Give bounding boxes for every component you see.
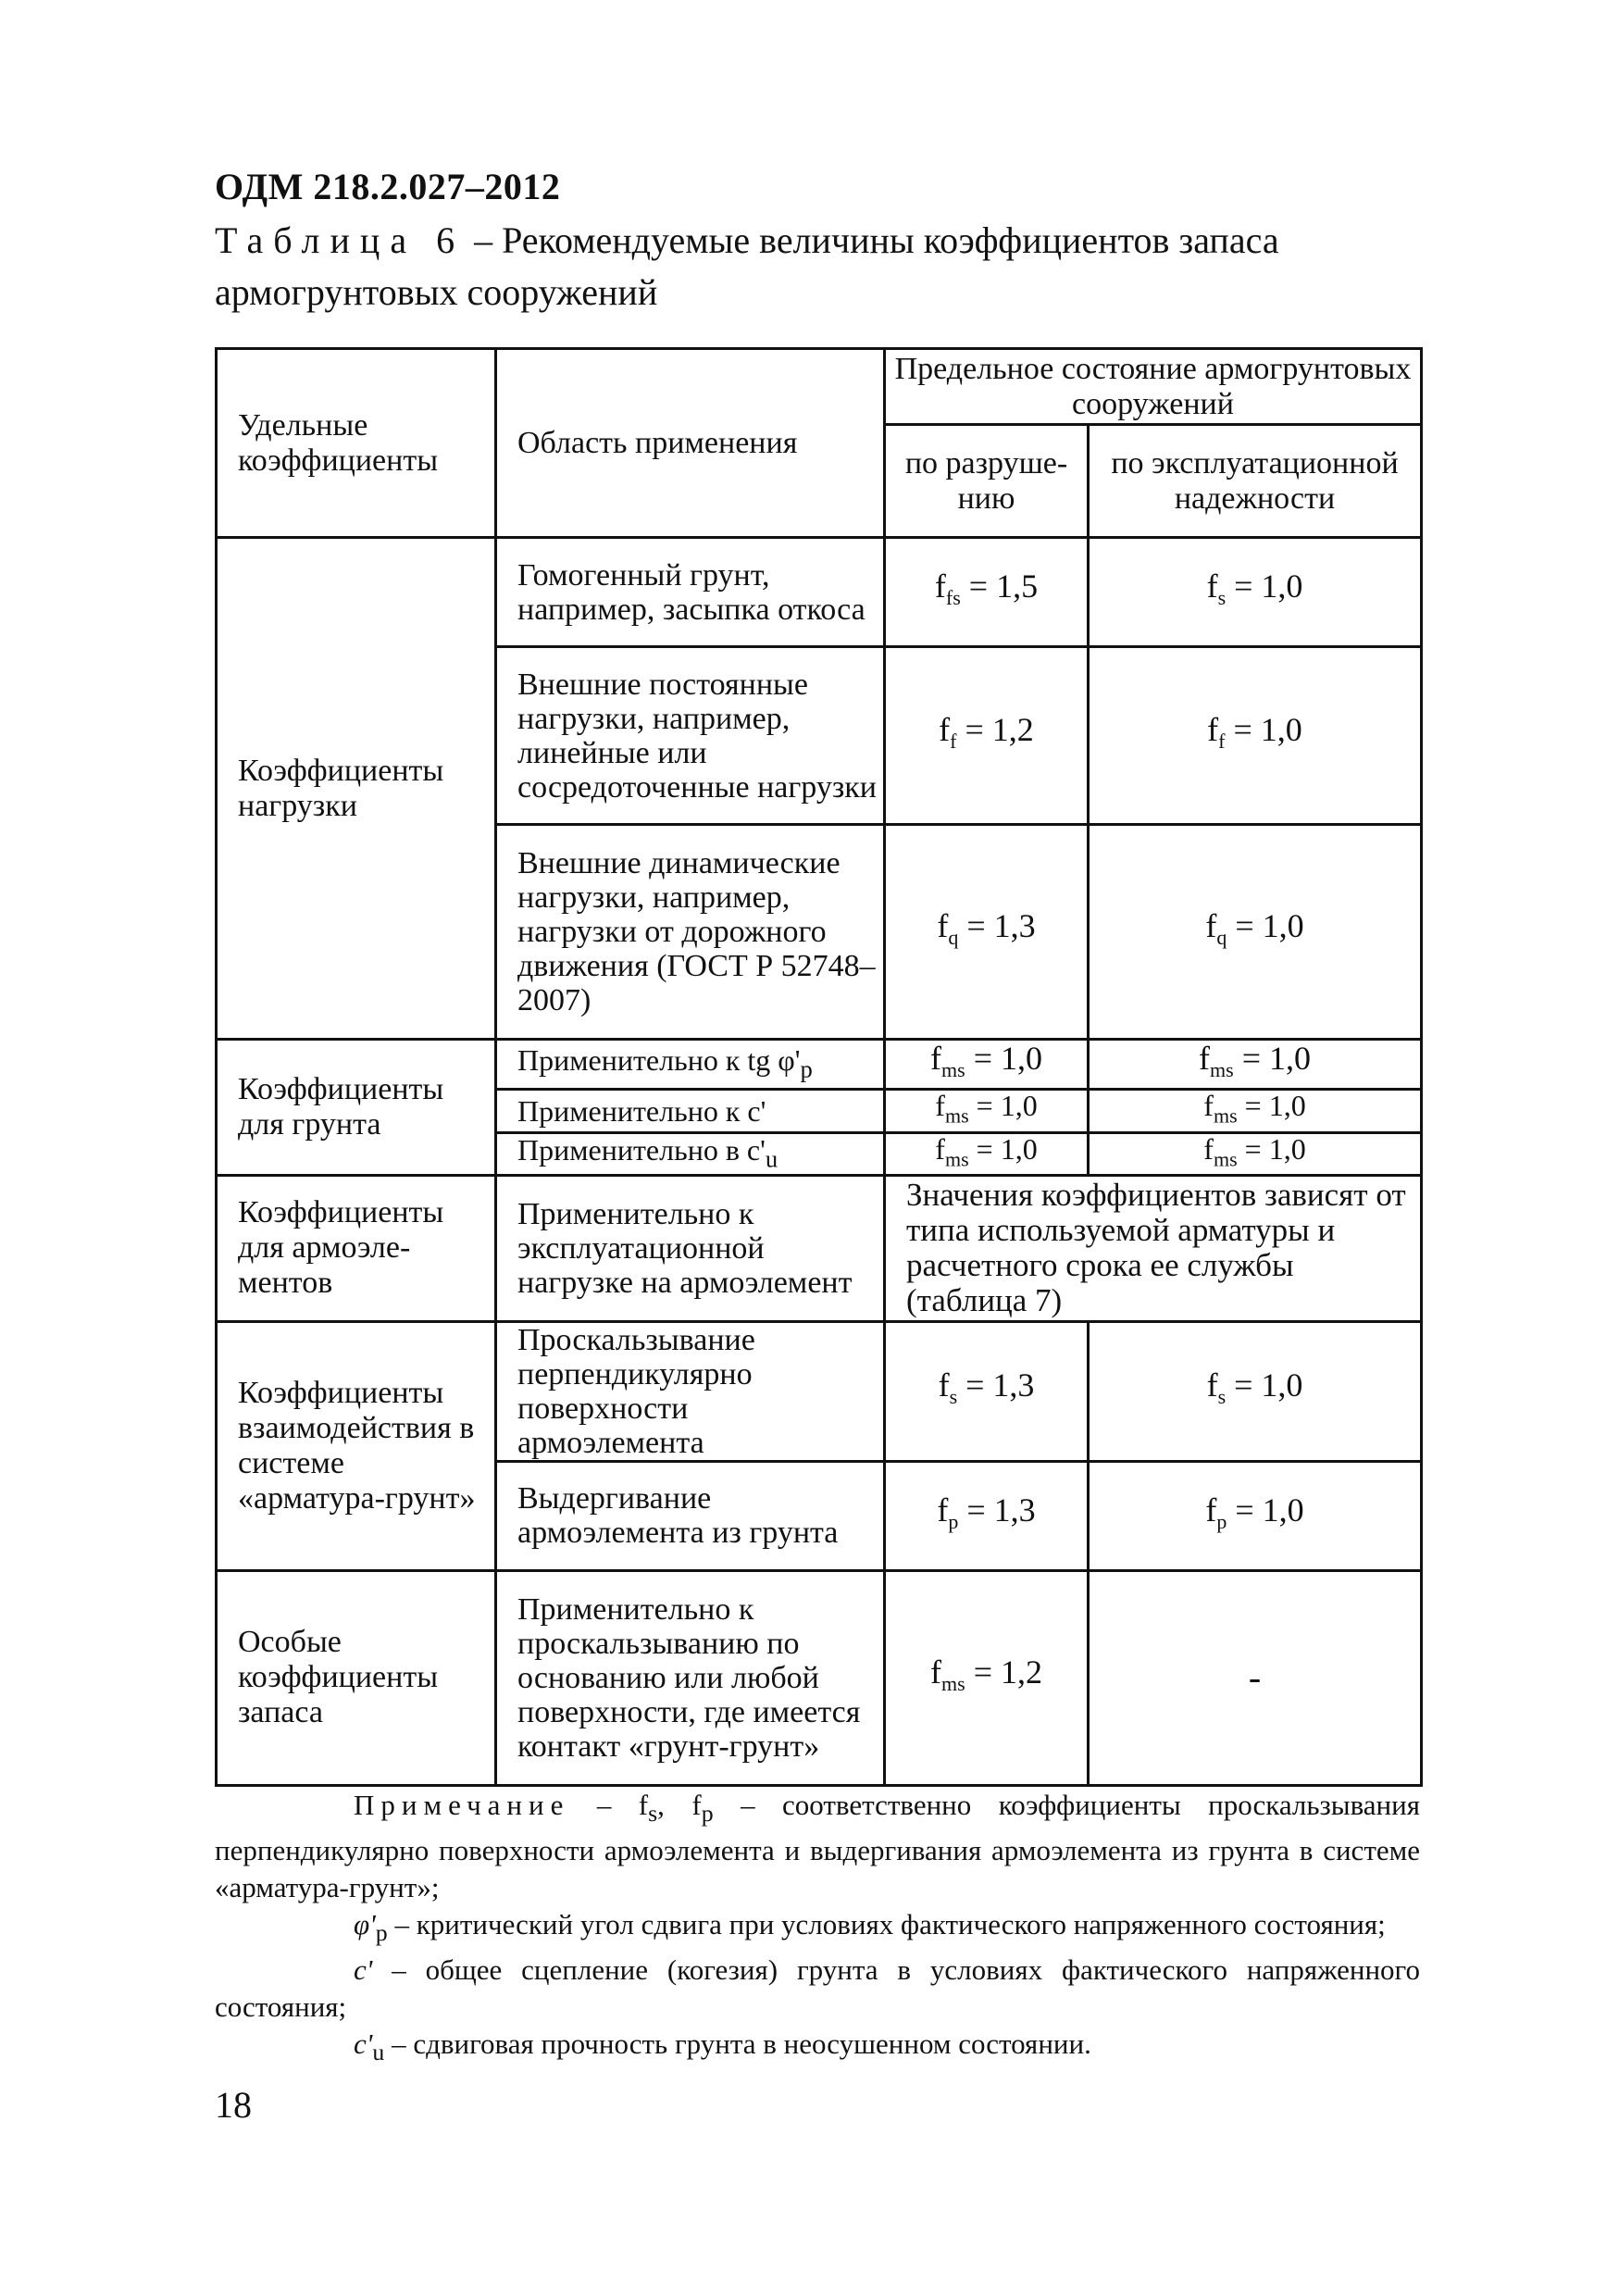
document-code: ОДМ 218.2.027–2012 [215,166,561,207]
area-cell: Применительно в $c'_u$ [496,1132,885,1175]
group-load-coefficients: Коэффициенты нагрузки [217,538,496,1040]
note-label: Примечание [354,1789,570,1821]
caption-label: Таблица 6 [215,219,466,261]
coefficients-table [215,347,1423,1787]
area-cell: Внешние динамические нагрузки, например, нагрузки от дорожного движения (ГОСТ Р 52748–2007) [496,825,885,1040]
table-header-row [217,349,1422,425]
merged-note-cell: Значения коэффициентов зависят от типа используемой арматуры и расчетного срока ее службы (таблица 7) [885,1175,1422,1321]
table-row [217,1175,1422,1321]
reliability-value: - [1089,1570,1422,1785]
destruction-value: $f_{fs} = 1,5$ [885,538,1089,647]
table-row [217,1040,1422,1090]
area-cell: Проскальзывание перпендикулярно поверхности армоэлемента [496,1321,885,1461]
header-coefficients: Удельные коэффициенты [217,349,496,538]
reliability-value: $f_s = 1,0$ [1089,538,1422,647]
reliability-value: $f_s = 1,0$ [1089,1321,1422,1461]
group-special-coefficients: Особые коэффициенты запаса [217,1570,496,1785]
destruction-value: $f_s = 1,3$ [885,1321,1089,1461]
area-cell: Внешние постоянные нагрузки, например, линейные или сосредоточенные нагрузки [496,647,885,825]
table-row [217,1570,1422,1785]
header-limit-state: Предельное состояние армогрунтовых сооружений [885,349,1422,425]
header-area: Область применения [496,349,885,538]
area-cell: Применительно к tg $\varphi'_p$ [496,1040,885,1090]
table-row [217,538,1422,647]
reliability-value: $f_{ms} = 1,0$ [1089,1040,1422,1090]
area-cell: Применительно к эксплуатационной нагрузке на армоэлемент [496,1175,885,1321]
table-row [217,1321,1422,1461]
header-reliability: по эксплуатационной надежности [1089,425,1422,538]
area-cell: Применительно к проскальзыванию по основанию или любой поверхности, где имеется контакт «грунт-грунт» [496,1570,885,1785]
destruction-value: $f_q = 1,3$ [885,825,1089,1040]
header-destruction: по разруше-нию [885,425,1089,538]
note-paragraph: $\varphi'_p$ – критический угол сдвига при условиях фактического напряженного состояния; [354,1908,1386,1947]
caption-text: – Рекомендуемые величины коэффициентов запаса армогрунтовых сооружений [215,219,1279,313]
area-cell: Выдергивание армоэлемента из грунта [496,1461,885,1570]
reliability-value: $f_q = 1,0$ [1089,825,1422,1040]
reliability-value: $f_{ms} = 1,0$ [1089,1090,1422,1132]
destruction-value: $f_f = 1,2$ [885,647,1089,825]
reliability-value: $f_f = 1,0$ [1089,647,1422,825]
group-soil-coefficients: Коэффициенты для грунта [217,1040,496,1176]
group-reinforcement-coefficients: Коэффициенты для армоэле-ментов [217,1175,496,1321]
table-note [215,1787,1420,2072]
destruction-value: $f_{ms} = 1,2$ [885,1570,1089,1785]
group-interaction-coefficients: Коэффициенты взаимодействия в системе «арматура-грунт» [217,1321,496,1570]
destruction-value: $f_{ms} = 1,0$ [885,1132,1089,1175]
reliability-value: $f_{ms} = 1,0$ [1089,1132,1422,1175]
area-cell: Применительно к c' [496,1090,885,1132]
reliability-value: $f_p = 1,0$ [1089,1461,1422,1570]
destruction-value: $f_{ms} = 1,0$ [885,1090,1089,1132]
table-caption [215,215,1418,318]
destruction-value: $f_p = 1,3$ [885,1461,1089,1570]
note-paragraph: c' – общее сцепление (когезия) грунта в условиях фактического напряженного состояния; [215,1953,1420,2024]
area-cell: Гомогенный грунт, например, засыпка откоса [496,538,885,647]
note-paragraph: $c'_u$ – сдвиговая прочность грунта в неосушенном состоянии. [354,2028,1091,2066]
page-number: 18 [215,2084,252,2126]
note-paragraph: Примечание – $f_s$, $f_p$ – соответственно коэффициенты проскальзывания перпендикулярно поверхности армоэлемента и выдергивания армоэлемента из грунта в системе «арматура-грунт»; [215,1789,1420,1904]
destruction-value: $f_{ms} = 1,0$ [885,1040,1089,1090]
